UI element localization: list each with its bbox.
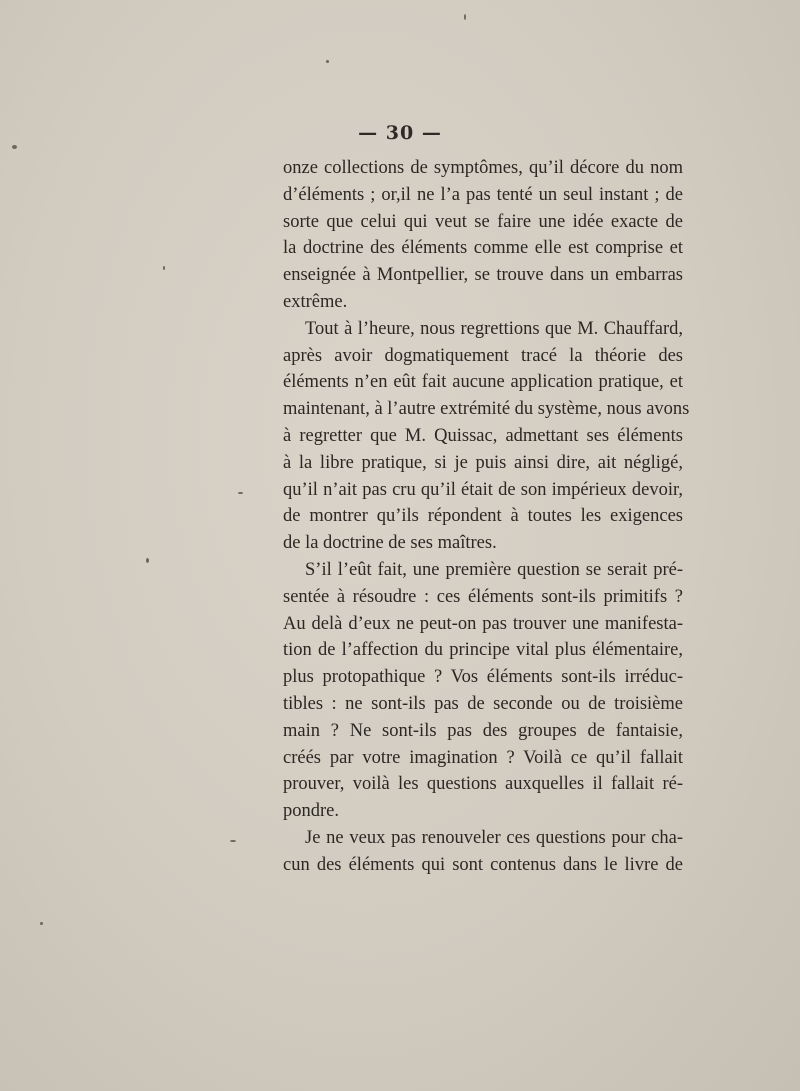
text-line: enseignée à Montpellier, se trouve dans un embarras [283, 265, 683, 286]
text-line: éléments n’en eût fait aucune application pratique, et [283, 372, 683, 393]
text-line: d’éléments ; or,il ne l’a pas tenté un seul instant ; de [283, 184, 683, 205]
text-line: Tout à l’heure, nous regrettions que M. Chauffard, [305, 318, 683, 339]
paper-speck [464, 14, 466, 20]
text-line: maintenant, à l’autre extrémité du système, nous avons [283, 399, 690, 420]
paragraph [283, 155, 683, 316]
text-line: qu’il n’ait pas cru qu’il était de son impérieux devoir, [283, 479, 683, 500]
text-line: extrême. [283, 291, 348, 312]
paragraph [283, 316, 690, 557]
paper-speck [40, 922, 43, 925]
text-line: Au delà d’eux ne peut-on pas trouver une manifesta- [283, 613, 683, 634]
body-text [283, 155, 690, 879]
text-line: de montrer qu’ils répondent à toutes les exigences [283, 506, 683, 527]
paragraph [283, 557, 683, 825]
paper-speck [12, 145, 17, 149]
paragraph [283, 825, 683, 879]
text-line: tion de l’affection du principe vital plus élémentaire, [283, 640, 683, 661]
text-line: main ? Ne sont-ils pas des groupes de fantaisie, [283, 720, 683, 741]
text-line: pondre. [283, 801, 339, 822]
text-line: prouver, voilà les questions auxquelles il fallait ré- [283, 774, 683, 795]
text-line: Je ne veux pas renouveler ces questions pour cha- [305, 827, 683, 848]
text-line: S’il l’eût fait, une première question se serait pré- [305, 559, 683, 580]
paper-speck [326, 60, 329, 63]
text-line: tibles : ne sont-ils pas de seconde ou de troisième [283, 693, 683, 714]
paper-speck [163, 266, 165, 270]
text-line: cun des éléments qui sont contenus dans le livre de [283, 854, 683, 875]
text-line: sentée à résoudre : ces éléments sont-ils primitifs ? [283, 586, 683, 607]
text-line: la doctrine des éléments comme elle est comprise et [283, 238, 683, 259]
page-number: — 30 — [358, 122, 442, 144]
paper-speck [230, 840, 236, 842]
text-line: à la libre pratique, si je puis ainsi dire, ait négligé, [283, 452, 683, 473]
text-line: sorte que celui qui veut se faire une idée exacte de [283, 211, 683, 232]
paper-speck [146, 558, 149, 563]
text-line: onze collections de symptômes, qu’il décore du nom [283, 158, 683, 178]
text-line: de la doctrine de ses maîtres. [283, 533, 497, 554]
text-line: créés par votre imagination ? Voilà ce qu’il fallait [283, 747, 683, 768]
paper-speck [238, 492, 243, 494]
text-line: plus protopathique ? Vos éléments sont-ils irréduc- [283, 667, 683, 688]
text-line: après avoir dogmatiquement tracé la théorie des [283, 345, 683, 366]
text-line: à regretter que M. Quissac, admettant ses éléments [283, 425, 683, 446]
